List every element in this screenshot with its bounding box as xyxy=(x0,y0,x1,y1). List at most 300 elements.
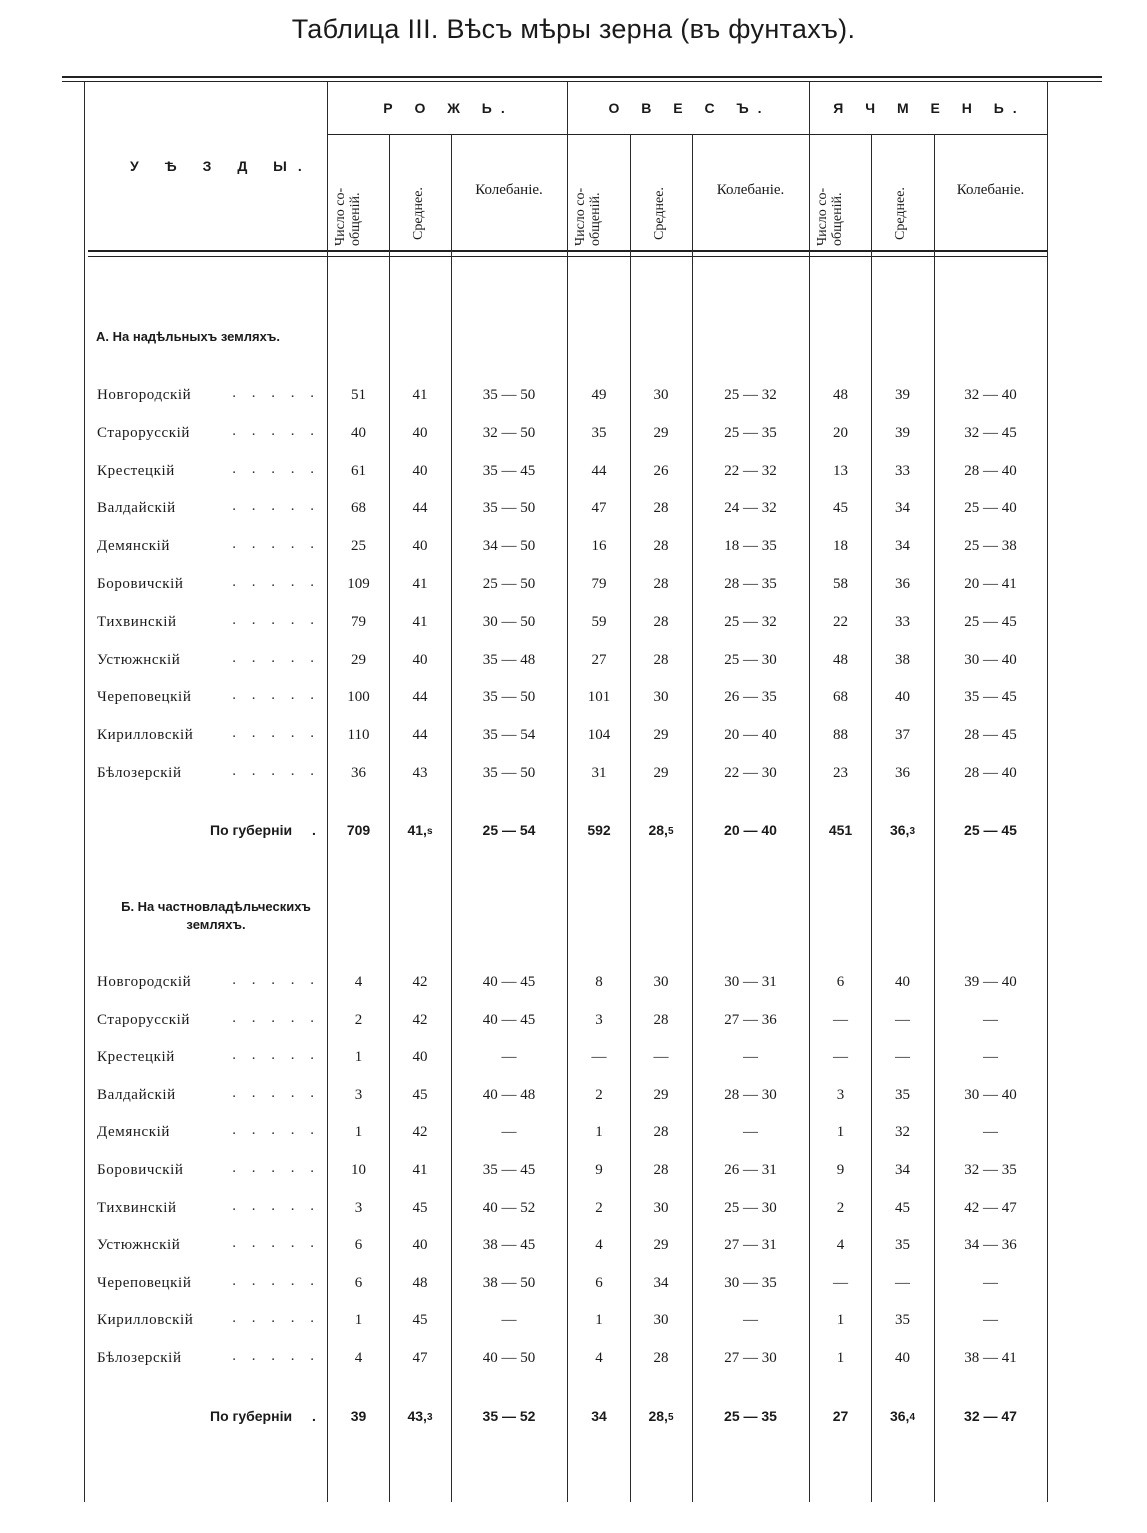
oats-avg: 29 xyxy=(653,425,669,441)
oats-count: 1 xyxy=(595,1312,603,1328)
rye-total-avg xyxy=(389,1406,451,1426)
rye-avg: 44 xyxy=(412,689,428,705)
oats-range: 27 — 36 xyxy=(724,1012,777,1028)
rye-count: 29 xyxy=(351,652,366,668)
rye-count: 6 xyxy=(354,1275,363,1291)
oats-count: 2 xyxy=(595,1200,603,1216)
barley-range: — xyxy=(983,1049,998,1065)
district-name: Тихвинскій xyxy=(97,614,177,630)
district-name: Крестецкій xyxy=(97,463,175,479)
barley-count: 4 xyxy=(836,1237,845,1253)
oats-avg: 28 xyxy=(653,652,669,668)
oats-count: — xyxy=(591,1049,607,1065)
rye-range: 35 — 45 xyxy=(482,463,536,479)
rye-range: — xyxy=(501,1312,517,1328)
rye-count: 6 xyxy=(354,1237,363,1253)
rye-avg: 47 xyxy=(412,1350,428,1366)
barley-range-subheader: Колебаніе. xyxy=(956,182,1025,198)
barley-total-avg xyxy=(871,820,934,840)
leader-dots: . . . . . xyxy=(232,763,320,779)
barley-range: 39 — 40 xyxy=(964,974,1017,990)
rye-range: 30 — 50 xyxy=(482,614,536,630)
rye-total-count: 709 xyxy=(346,822,371,838)
barley-total-range: 25 — 45 xyxy=(964,822,1017,838)
oats-range: 26 — 35 xyxy=(724,689,777,705)
rye-range: 35 — 50 xyxy=(482,387,536,403)
barley-avg: 37 xyxy=(895,727,910,743)
barley-avg: 45 xyxy=(895,1200,910,1216)
oats-range: 25 — 30 xyxy=(724,652,777,668)
table-right-border xyxy=(1047,82,1048,1502)
rye-range: 25 — 50 xyxy=(482,576,536,592)
barley-count: 9 xyxy=(836,1162,845,1178)
barley-avg: 40 xyxy=(895,689,910,705)
rye-avg: 45 xyxy=(412,1200,428,1216)
rye-avg: 42 xyxy=(412,974,428,990)
oats-total-avg-int: 28, xyxy=(648,1408,668,1424)
rye-avg: 40 xyxy=(412,463,428,479)
rye-range: 34 — 50 xyxy=(482,538,536,554)
barley-total-avg-dec: 3 xyxy=(909,826,916,837)
leader-dots: . . . . . xyxy=(232,536,320,552)
leader-dots: . . . . . xyxy=(232,1085,320,1101)
oats-range: 24 — 32 xyxy=(724,500,777,516)
rye-avg: 40 xyxy=(412,538,428,554)
district-name: Устюжнскій xyxy=(97,1237,181,1253)
district-name: Череповецкій xyxy=(97,1275,192,1291)
barley-range: 28 — 40 xyxy=(964,463,1017,479)
barley-avg-border xyxy=(934,134,935,1502)
rye-count: 1 xyxy=(354,1124,363,1140)
barley-range: 25 — 38 xyxy=(964,538,1017,554)
header-rule xyxy=(88,250,1048,252)
rye-count: 110 xyxy=(347,727,370,743)
rye-count-border xyxy=(389,134,390,1502)
oats-range: 20 — 40 xyxy=(724,727,777,743)
table-left-border xyxy=(84,82,85,1502)
barley-count: 18 xyxy=(833,538,848,554)
leader-dots: . . . . . xyxy=(232,687,320,703)
barley-range: 42 — 47 xyxy=(964,1200,1017,1216)
district-name: Кирилловскій xyxy=(97,1312,194,1328)
rye-total-avg-dec: 3 xyxy=(426,1412,433,1423)
oats-range-subheader: Колебаніе. xyxy=(716,182,785,198)
barley-avg: 40 xyxy=(895,974,910,990)
table-title: Таблица III. Вѣсъ мѣры зерна (въ фунтахъ). xyxy=(291,14,856,44)
oats-range: 25 — 32 xyxy=(724,614,777,630)
rye-total-avg-int: 41, xyxy=(407,822,427,838)
rye-count: 2 xyxy=(354,1012,363,1028)
oats-avg: 30 xyxy=(653,1312,669,1328)
barley-header: Я Ч М Е Н Ь. xyxy=(833,100,1026,116)
barley-count: 88 xyxy=(833,727,848,743)
oats-count: 16 xyxy=(591,538,607,554)
barley-range: 34 — 36 xyxy=(964,1237,1017,1253)
barley-total-range: 32 — 47 xyxy=(964,1408,1017,1424)
oats-count: 47 xyxy=(591,500,607,516)
leader-dots: . . . . . xyxy=(232,574,320,590)
rye-avg: 45 xyxy=(412,1312,428,1328)
district-header: У Ѣ З Д Ы. xyxy=(130,158,313,174)
oats-total-avg-int: 28, xyxy=(648,822,668,838)
rye-range: 35 — 54 xyxy=(482,727,536,743)
oats-range: 25 — 32 xyxy=(724,387,777,403)
barley-range: 30 — 40 xyxy=(964,1087,1017,1103)
district-name: Демянскій xyxy=(97,1124,171,1140)
barley-count: 2 xyxy=(836,1200,845,1216)
rye-avg: 44 xyxy=(412,500,428,516)
oats-count: 31 xyxy=(591,765,607,781)
leader-dots: . . . . . xyxy=(232,1348,320,1364)
oats-total-avg xyxy=(630,1406,692,1426)
rye-avg: 40 xyxy=(412,1049,428,1065)
leader-dots: . . . . . xyxy=(232,1160,320,1176)
barley-avg: 35 xyxy=(895,1087,910,1103)
district-name: Старорусскій xyxy=(97,1012,191,1028)
rye-total-avg-dec: s xyxy=(426,826,433,837)
leader-dots: . . . . . xyxy=(232,461,320,477)
oats-range: 28 — 35 xyxy=(724,576,777,592)
rye-count: 3 xyxy=(354,1200,363,1216)
district-name: Боровичскій xyxy=(97,1162,184,1178)
district-name: Крестецкій xyxy=(97,1049,175,1065)
oats-range: 18 — 35 xyxy=(724,538,777,554)
barley-count: 1 xyxy=(836,1350,845,1366)
oats-avg: — xyxy=(653,1049,669,1065)
leader-dots: . . . . . xyxy=(232,650,320,666)
district-name: Боровичскій xyxy=(97,576,184,592)
oats-avg: 28 xyxy=(653,1124,669,1140)
barley-count: 3 xyxy=(836,1087,845,1103)
barley-total-avg-int: 36, xyxy=(889,822,910,838)
barley-count: 1 xyxy=(836,1312,845,1328)
rye-range: 40 — 52 xyxy=(482,1200,536,1216)
rye-count: 109 xyxy=(347,576,370,592)
oats-range: 25 — 30 xyxy=(724,1200,777,1216)
barley-total-avg-dec: 4 xyxy=(909,1412,916,1423)
barley-count: 1 xyxy=(836,1124,845,1140)
oats-total-avg xyxy=(630,820,692,840)
rye-range: 38 — 45 xyxy=(482,1237,536,1253)
rye-avg: 40 xyxy=(412,1237,428,1253)
barley-range: 25 — 40 xyxy=(964,500,1017,516)
oats-count: 3 xyxy=(595,1012,603,1028)
barley-count: 48 xyxy=(833,652,848,668)
rye-range: 32 — 50 xyxy=(482,425,536,441)
district-name: Валдайскій xyxy=(97,500,176,516)
rye-avg: 41 xyxy=(412,576,428,592)
district-name: Череповецкій xyxy=(97,689,192,705)
barley-avg: 34 xyxy=(895,500,910,516)
oats-avg-subheader: Среднее. xyxy=(652,187,667,240)
oats-range: 25 — 35 xyxy=(724,425,777,441)
barley-avg: 36 xyxy=(895,576,910,592)
rye-count: 25 xyxy=(351,538,366,554)
district-name: Валдайскій xyxy=(97,1087,176,1103)
barley-count: 45 xyxy=(833,500,848,516)
leader-dots: . . . . . xyxy=(232,1198,320,1214)
barley-total-count: 27 xyxy=(832,1408,849,1424)
barley-count: — xyxy=(833,1275,848,1291)
leader-dots: . . . . . xyxy=(232,725,320,741)
rye-avg-subheader: Среднее. xyxy=(411,187,426,240)
oats-avg: 30 xyxy=(653,1200,669,1216)
barley-range: — xyxy=(983,1012,998,1028)
rye-count: 100 xyxy=(347,689,370,705)
oats-total-range: 25 — 35 xyxy=(724,1408,777,1424)
oats-total-avg-dec: 5 xyxy=(667,1412,674,1423)
oats-count: 104 xyxy=(587,727,611,743)
oats-count-subheader: Число со- общеній. xyxy=(573,187,603,246)
oats-count: 4 xyxy=(595,1350,603,1366)
rye-count: 1 xyxy=(354,1049,363,1065)
rye-avg: 48 xyxy=(412,1275,428,1291)
barley-total-avg xyxy=(871,1406,934,1426)
rye-avg: 41 xyxy=(412,614,428,630)
total-dot: . xyxy=(312,1408,316,1424)
barley-range: 28 — 40 xyxy=(964,765,1017,781)
oats-count: 1 xyxy=(595,1124,603,1140)
barley-range: — xyxy=(983,1312,998,1328)
barley-avg-subheader: Среднее. xyxy=(893,187,908,240)
oats-count: 44 xyxy=(591,463,607,479)
oats-range: 22 — 32 xyxy=(724,463,777,479)
district-name: Старорусскій xyxy=(97,425,191,441)
district-name: Бѣлозерскій xyxy=(97,765,182,781)
oats-range: 30 — 31 xyxy=(724,974,777,990)
section-label: А. На надѣльныхъ земляхъ. xyxy=(96,329,280,344)
leader-dots: . . . . . xyxy=(232,423,320,439)
leader-dots: . . . . . xyxy=(232,1122,320,1138)
rye-count-subheader: Число со- общеній. xyxy=(333,187,363,246)
rye-count: 4 xyxy=(354,1350,363,1366)
oats-header: О В Е С Ъ. xyxy=(608,100,771,116)
barley-range: 25 — 45 xyxy=(964,614,1017,630)
rye-total-avg-int: 43, xyxy=(407,1408,427,1424)
oats-avg: 26 xyxy=(653,463,669,479)
oats-count: 101 xyxy=(587,689,611,705)
barley-range: 28 — 45 xyxy=(964,727,1017,743)
rye-range: 40 — 50 xyxy=(482,1350,536,1366)
barley-count-border xyxy=(871,134,872,1502)
oats-avg-border xyxy=(692,134,693,1502)
rye-avg: 43 xyxy=(412,765,428,781)
oats-range: 28 — 30 xyxy=(724,1087,777,1103)
barley-range: 20 — 41 xyxy=(964,576,1017,592)
district-name: Тихвинскій xyxy=(97,1200,177,1216)
leader-dots: . . . . . xyxy=(232,498,320,514)
oats-range: 27 — 31 xyxy=(724,1237,777,1253)
oats-range: — xyxy=(743,1049,758,1065)
oats-avg: 28 xyxy=(653,1162,669,1178)
district-name: Устюжнскій xyxy=(97,652,181,668)
rye-avg: 42 xyxy=(412,1012,428,1028)
barley-count: 13 xyxy=(833,463,848,479)
group-underline xyxy=(327,134,1047,135)
oats-count: 49 xyxy=(591,387,607,403)
barley-total-count: 451 xyxy=(828,822,853,838)
rye-count: 79 xyxy=(351,614,366,630)
barley-range: 32 — 45 xyxy=(964,425,1017,441)
barley-avg: — xyxy=(895,1012,910,1028)
barley-range: 38 — 41 xyxy=(964,1350,1017,1366)
total-label: По губерніи xyxy=(210,822,293,838)
rye-range: 35 — 50 xyxy=(482,765,536,781)
oats-avg: 28 xyxy=(653,576,669,592)
oats-avg: 28 xyxy=(653,1012,669,1028)
oats-avg: 28 xyxy=(653,500,669,516)
leader-dots: . . . . . xyxy=(232,1273,320,1289)
barley-avg: — xyxy=(895,1049,910,1065)
oats-count: 4 xyxy=(595,1237,603,1253)
rye-count: 68 xyxy=(351,500,366,516)
rye-count: 51 xyxy=(351,387,366,403)
barley-range: 30 — 40 xyxy=(964,652,1017,668)
barley-avg: — xyxy=(895,1275,910,1291)
barley-count-subheader: Число со- общеній. xyxy=(815,187,845,246)
oats-avg: 30 xyxy=(653,689,669,705)
leader-dots: . . . . . xyxy=(232,972,320,988)
leader-dots: . . . . . xyxy=(232,612,320,628)
top-rule-thin xyxy=(62,81,1102,82)
leader-dots: . . . . . xyxy=(232,1047,320,1063)
oats-avg: 30 xyxy=(653,974,669,990)
barley-avg: 33 xyxy=(895,463,910,479)
barley-range: — xyxy=(983,1275,998,1291)
barley-count: 22 xyxy=(833,614,848,630)
oats-count: 9 xyxy=(595,1162,603,1178)
rye-avg: 42 xyxy=(412,1124,428,1140)
barley-avg: 39 xyxy=(895,387,910,403)
barley-avg: 34 xyxy=(895,538,910,554)
oats-count-border xyxy=(630,134,631,1502)
rye-count: 4 xyxy=(354,974,363,990)
rye-count: 36 xyxy=(351,765,366,781)
oats-avg: 29 xyxy=(653,727,669,743)
rye-total-range: 25 — 54 xyxy=(482,822,536,838)
rye-avg: 44 xyxy=(412,727,428,743)
oats-total-range: 20 — 40 xyxy=(724,822,777,838)
oats-range: — xyxy=(743,1124,758,1140)
oats-count: 35 xyxy=(591,425,607,441)
rye-avg: 40 xyxy=(412,425,428,441)
oats-avg: 29 xyxy=(653,1087,669,1103)
barley-avg: 35 xyxy=(895,1312,910,1328)
rye-range: — xyxy=(501,1124,517,1140)
rye-count: 40 xyxy=(351,425,366,441)
oats-count: 59 xyxy=(591,614,607,630)
rye-count: 10 xyxy=(351,1162,366,1178)
barley-avg: 34 xyxy=(895,1162,910,1178)
rye-range: 35 — 50 xyxy=(482,689,536,705)
rye-avg: 41 xyxy=(412,1162,428,1178)
rye-range: 35 — 50 xyxy=(482,500,536,516)
rye-range: 40 — 45 xyxy=(482,1012,536,1028)
oats-range: 26 — 31 xyxy=(724,1162,777,1178)
leader-dots: . . . . . xyxy=(232,1235,320,1251)
barley-count: 20 xyxy=(833,425,848,441)
oats-avg: 28 xyxy=(653,614,669,630)
rye-total-count: 39 xyxy=(350,1408,367,1424)
total-label: По губерніи xyxy=(210,1408,293,1424)
rye-range: 38 — 50 xyxy=(482,1275,536,1291)
barley-avg: 32 xyxy=(895,1124,910,1140)
district-name: Демянскій xyxy=(97,538,171,554)
rye-total-avg xyxy=(389,820,451,840)
oats-count: 79 xyxy=(591,576,607,592)
barley-range: 32 — 35 xyxy=(964,1162,1017,1178)
oats-range: 22 — 30 xyxy=(724,765,777,781)
district-name: Кирилловскій xyxy=(97,727,194,743)
rye-count: 3 xyxy=(354,1087,363,1103)
barley-count: 68 xyxy=(833,689,848,705)
oats-count: 6 xyxy=(595,1275,603,1291)
rye-range: — xyxy=(501,1049,517,1065)
rye-avg-border xyxy=(451,134,452,1502)
barley-count: 58 xyxy=(833,576,848,592)
barley-range: — xyxy=(983,1124,998,1140)
rye-count: 61 xyxy=(351,463,366,479)
barley-avg: 40 xyxy=(895,1350,910,1366)
rye-range: 40 — 48 xyxy=(482,1087,536,1103)
header-rule-thin xyxy=(88,256,1048,257)
rye-count: 1 xyxy=(354,1312,363,1328)
oats-avg: 28 xyxy=(653,538,669,554)
rye-avg: 41 xyxy=(412,387,428,403)
barley-count: — xyxy=(833,1012,848,1028)
rye-avg: 45 xyxy=(412,1087,428,1103)
leader-dots: . . . . . xyxy=(232,1310,320,1326)
barley-total-avg-int: 36, xyxy=(889,1408,910,1424)
oats-total-avg-dec: 5 xyxy=(667,826,674,837)
section-label: Б. На частновладѣльческихъ земляхъ. xyxy=(121,899,311,932)
barley-avg: 36 xyxy=(895,765,910,781)
district-name: Бѣлозерскій xyxy=(97,1350,182,1366)
oats-range: — xyxy=(743,1312,758,1328)
rye-range: 40 — 45 xyxy=(482,974,536,990)
total-dot: . xyxy=(312,822,316,838)
barley-avg: 33 xyxy=(895,614,910,630)
barley-range: 32 — 40 xyxy=(964,387,1017,403)
district-name: Новгородскій xyxy=(97,387,192,403)
oats-range: 30 — 35 xyxy=(724,1275,777,1291)
barley-avg: 35 xyxy=(895,1237,910,1253)
oats-total-count: 34 xyxy=(591,1408,607,1424)
oats-range: 27 — 30 xyxy=(724,1350,777,1366)
barley-range: 35 — 45 xyxy=(964,689,1017,705)
leader-dots: . . . . . xyxy=(232,1010,320,1026)
barley-count: 48 xyxy=(833,387,848,403)
barley-count: — xyxy=(833,1049,848,1065)
oats-count: 2 xyxy=(595,1087,603,1103)
barley-count: 23 xyxy=(833,765,848,781)
leader-dots: . . . . . xyxy=(232,385,320,401)
rye-header: Р О Ж Ь. xyxy=(383,100,514,116)
oats-avg: 29 xyxy=(653,765,669,781)
oats-avg: 28 xyxy=(653,1350,669,1366)
rye-range: 35 — 48 xyxy=(482,652,536,668)
oats-avg: 34 xyxy=(653,1275,669,1291)
barley-count: 6 xyxy=(836,974,845,990)
oats-count: 8 xyxy=(595,974,603,990)
top-rule xyxy=(62,76,1102,78)
rye-avg: 40 xyxy=(412,652,428,668)
oats-avg: 29 xyxy=(653,1237,669,1253)
barley-avg: 39 xyxy=(895,425,910,441)
oats-total-count: 592 xyxy=(587,822,611,838)
oats-avg: 30 xyxy=(653,387,669,403)
rye-total-range: 35 — 52 xyxy=(482,1408,536,1424)
